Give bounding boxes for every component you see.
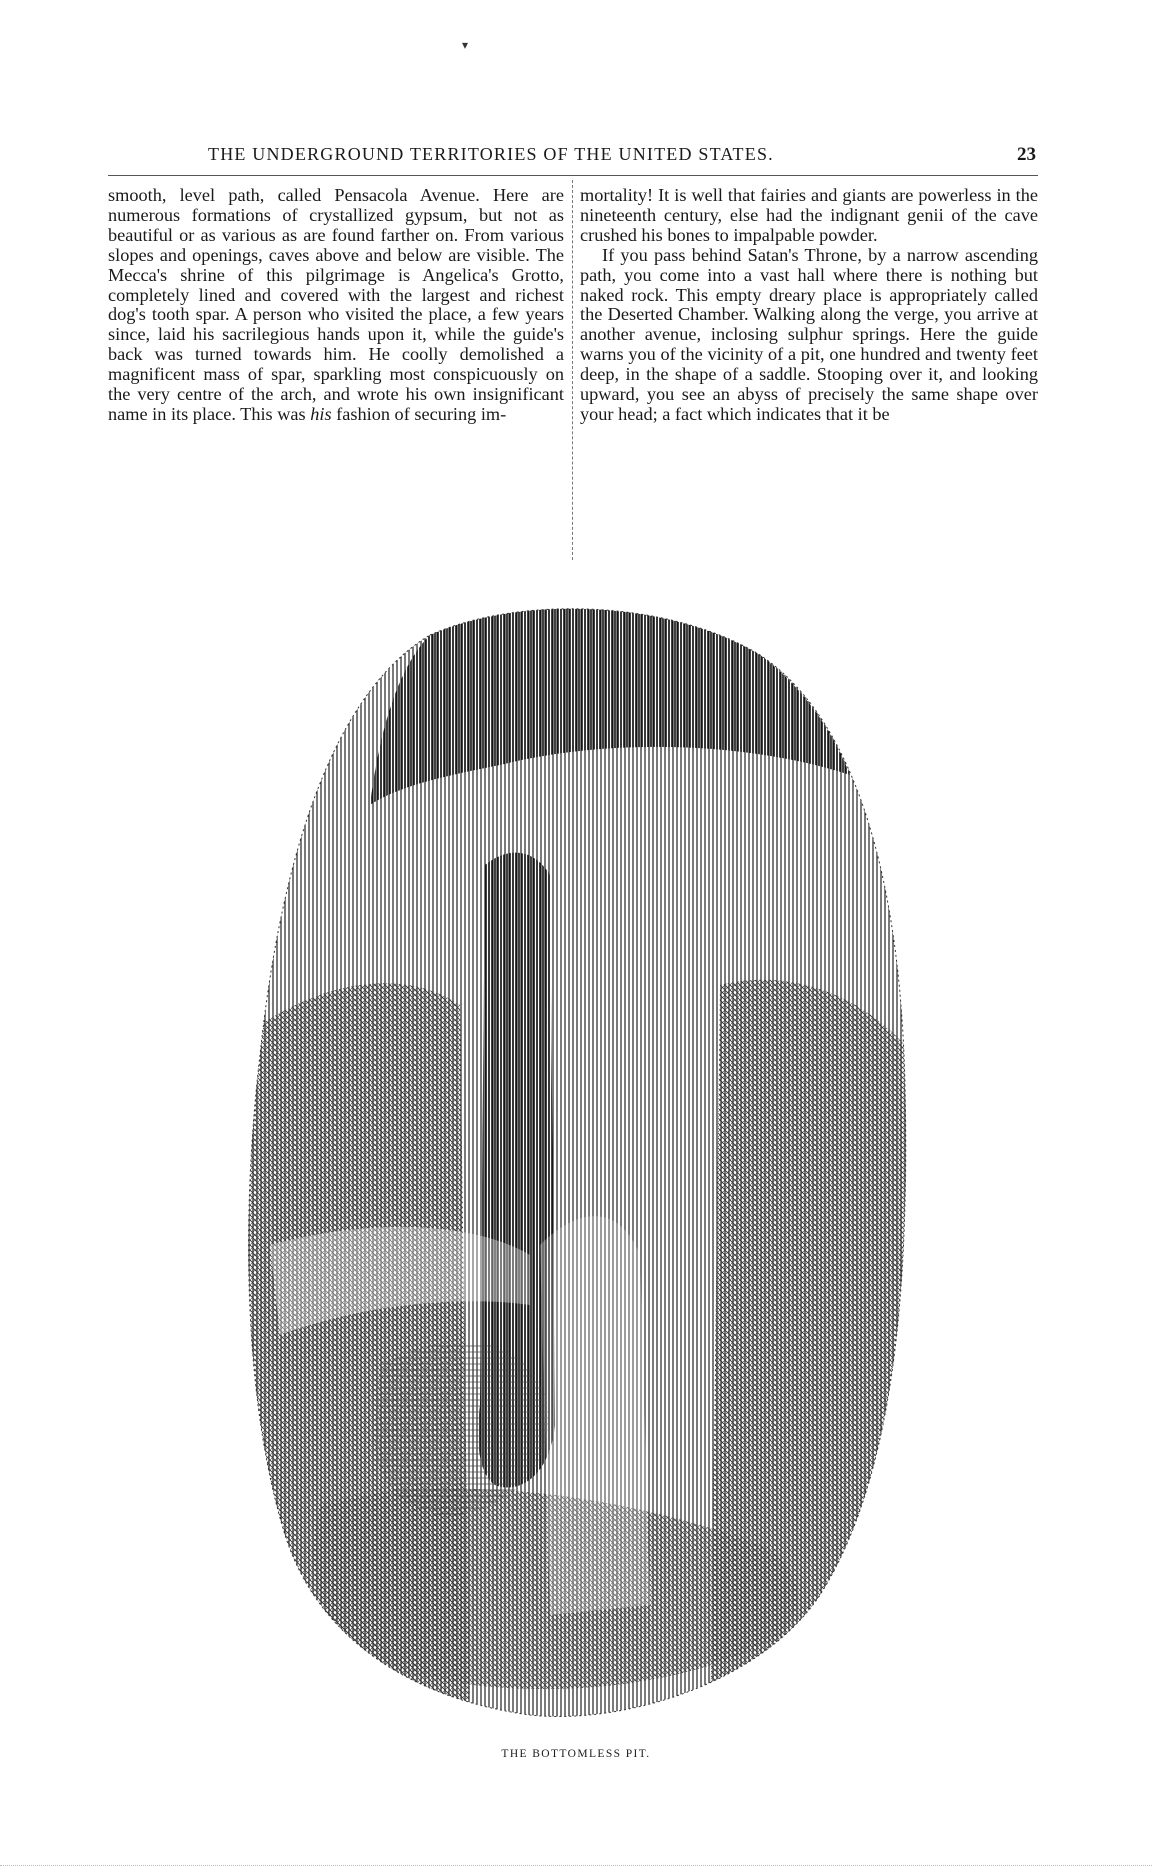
left-column xyxy=(108,186,564,425)
figure-caption: THE BOTTOMLESS PIT. xyxy=(501,1748,651,1760)
right-paragraph-1: mortality! It is well that fairies and giants are powerless in the nineteenth century, else had the indignant genii of the cave crushed his bones to impalpable powder. xyxy=(580,185,1038,245)
left-paragraph-end: fashion of securing im- xyxy=(331,403,507,424)
print-speck: ▾ xyxy=(462,38,469,52)
running-title: THE UNDERGROUND TERRITORIES OF THE UNITED STATES. xyxy=(208,144,774,164)
scan-edge-noise xyxy=(0,1865,1152,1867)
cave-engraving xyxy=(200,605,960,1740)
left-paragraph-text: smooth, level path, called Pensacola Avenue. Here are numerous formations of crystallized gypsum, but not as beautiful or as various as are found farther on. From various slopes and openings, caves above and below are visible. The Mecca's shrine of this pilgrimage is Angelica's Grotto, completely lined and covered with the largest and richest dog's tooth spar. A person who visited the place, a few years since, laid his sacrilegious hands upon it, while the guide's back was turned towards him. He coolly demolished a magnificent mass of spar, sparkling most conspicuously on the very centre of the arch, and wrote his own insignificant name in its place. This was xyxy=(108,185,564,424)
left-paragraph-emphasis: his xyxy=(310,403,332,424)
header-rule xyxy=(108,175,1038,176)
left-paragraph xyxy=(108,186,564,425)
column-divider xyxy=(572,180,573,560)
right-column xyxy=(580,186,1038,425)
right-paragraph-2: If you pass behind Satan's Throne, by a narrow ascending path, you come into a vast hall where there is nothing but naked rock. This empty dreary place is appropriately called the Deserted Chamber. Walking along the verge, you arrive at another avenue, inclosing sulphur springs. Here the guide warns you of the vicinity of a pit, one hundred and twenty feet deep, in the shape of a saddle. Stooping over it, and looking upward, you see an abyss of precisely the same shape over your head; a fact which indicates that it be xyxy=(580,244,1038,424)
page-number: 23 xyxy=(1017,144,1036,165)
running-head xyxy=(0,144,1152,168)
